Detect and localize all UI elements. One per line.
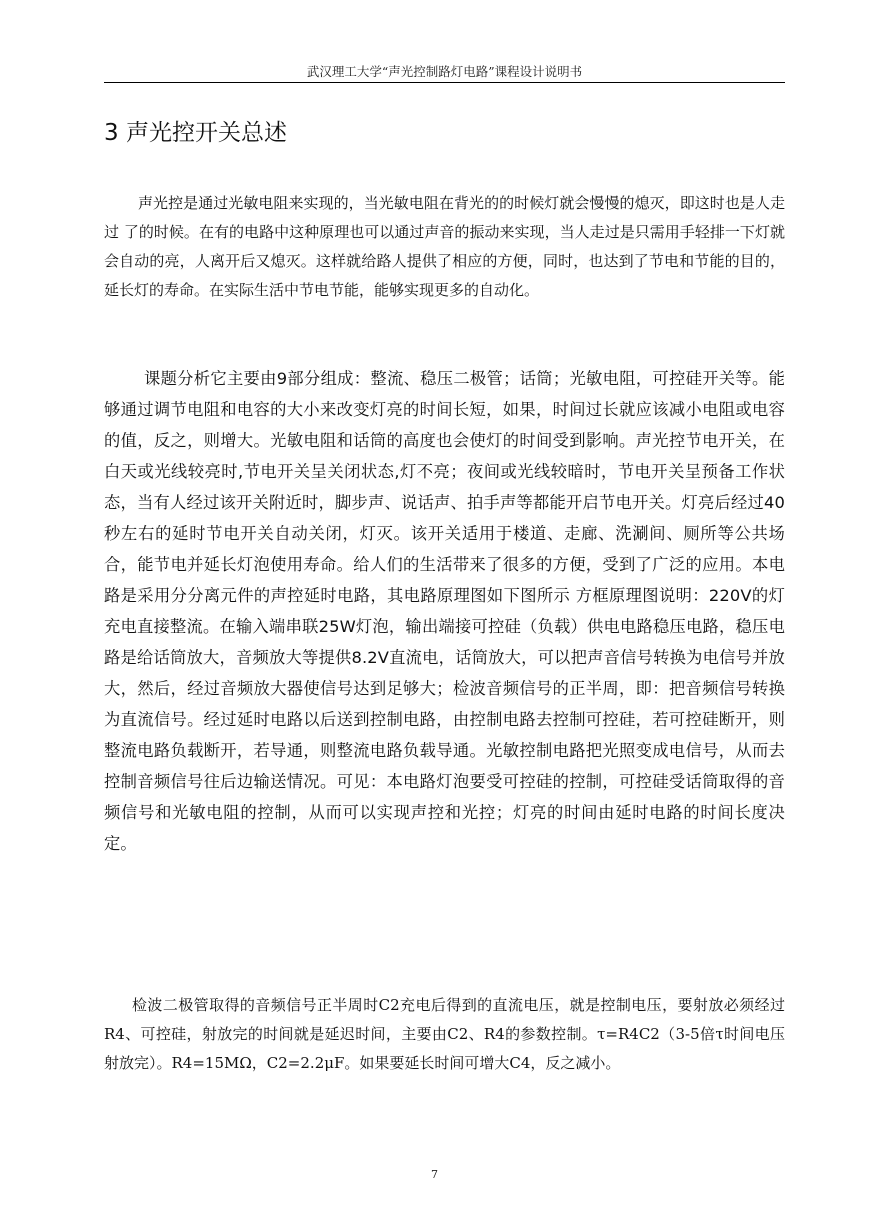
- section-title: 3 声光控开关总述: [104, 120, 287, 146]
- paragraph-analysis: 课题分析它主要由9部分组成：整流、稳压二极管；话筒；光敏电阻，可控硅开关等。能够通过调节电阻和电容的大小来改变灯亮的时间长短，如果，时间过长就应该减小电阻或电容的值，反之，则增大。光敏电阻和话筒的高度也会使灯的时间受到影响。声光控节电开关，在白天或光线较亮时,节电开关呈关闭状态,灯不亮；夜间或光线较暗时，节电开关呈预备工作状态，当有人经过该开关附近时，脚步声、说话声、拍手声等都能开启节电开关。灯亮后经过40秒左右的延时节电开关自动关闭，灯灭。该开关适用于楼道、走廊、洗涮间、厕所等公共场合，能节电并延长灯泡使用寿命。给人们的生活带来了很多的方便，受到了广泛的应用。本电路是采用分分离元件的声控延时电路，其电路原理图如下图所示 方框原理图说明：220V的灯充电直接整流。在输入端串联25W灯泡，输出端接可控硅（负载）供电电路稳压电路，稳压电路是给话筒放大，音频放大等提供8.2V直流电，话筒放大，可以把声音信号转换为电信号并放大，然后，经过音频放大器使信号达到足够大；检波音频信号的正半周，即：把音频信号转换为直流信号。经过延时电路以后送到控制电路，由控制电路去控制可控硅，若可控硅断开，则整流电路负载断开，若导通，则整流电路负载导通。光敏控制电路把光照变成电信号，从而去控制音频信号往后边输送情况。可见：本电路灯泡要受可控硅的控制，可控硅受话筒取得的音频信号和光敏电阻的控制，从而可以实现声控和光控；灯亮的时间由延时电路的时间长度决定。: [104, 369, 785, 853]
- page-number: 7: [431, 1168, 438, 1181]
- paragraph-intro: 声光控是通过光敏电阻来实现的，当光敏电阻在背光的的时候灯就会慢慢的熄灭，即这时也是人走过 了的时候。在有的电路中这种原理也可以通过声音的振动来实现，当人走过是只需用手轻排一下灯就会自动的亮，人离开后又熄灭。这样就给路人提供了相应的方便，同时，也达到了节电和节能的目的，延长灯的寿命。在实际生活中节电节能，能够实现更多的自动化。: [104, 194, 785, 299]
- paragraph-detector: 检波二极管取得的音频信号正半周时C2充电后得到的直流电压，就是控制电压，要射放必须经过R4、可控硅，射放完的时间就是延迟时间，主要由C2、R4的参数控制。τ=R4C2（3-5倍τ时间电压射放完）。R4=15MΩ，C2=2.2μF。如果要延长时间可增大C4，反之减小。: [104, 996, 785, 1072]
- header-divider: [104, 82, 785, 83]
- running-header: 武汉理工大学“声光控制路灯电路”课程设计说明书: [306, 64, 583, 79]
